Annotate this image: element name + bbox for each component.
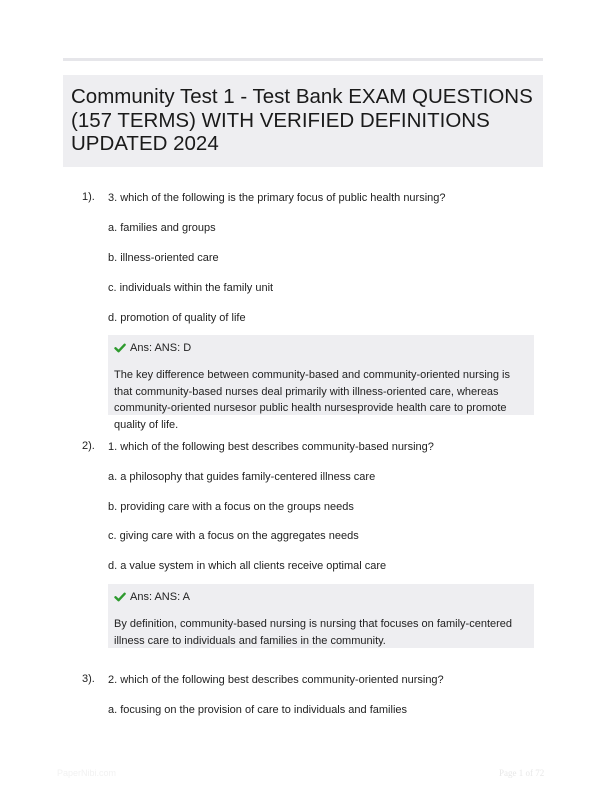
footer-watermark: PaperNibi.com [57,768,117,778]
option-b: b. providing care with a focus on the groups needs [108,501,354,513]
option-a: a. focusing on the provision of care to individuals and families [108,704,408,716]
option-d: d. a value system in which all clients receive optimal care [108,560,387,572]
question-number: 2). [82,440,95,452]
option-c: c. giving care with a focus on the aggregates needs [108,530,359,542]
answer-explanation: The key difference between community-based and community-oriented nursing is that community-based nurses deal primarily with illness-oriented care, whereas community-oriented nursesor public health nursesprovide health care to promote quality of life. [114,369,510,431]
answer-line [114,590,528,604]
answer-line [114,341,528,355]
answer-panel [108,335,534,431]
question-text: 1. which of the following best describes community-based nursing? [108,441,434,453]
answer-text: Ans: ANS: A [130,591,190,603]
option-b: b. illness-oriented care [108,252,219,264]
option-a: a. a philosophy that guides family-centered illness care [108,471,376,483]
question-number: 3). [82,673,95,685]
answer-text: Ans: ANS: D [130,342,192,354]
question-text: 3. which of the following is the primary focus of public health nursing? [108,192,446,204]
option-d: d. promotion of quality of life [108,312,246,324]
page-number: Page 1 of 72 [499,768,545,778]
top-divider [63,58,543,61]
check-icon [114,591,126,603]
question-number: 1). [82,191,95,203]
answer-panel [108,584,534,648]
option-a: a. families and groups [108,222,216,234]
answer-explanation: By definition, community-based nursing is nursing that focuses on family-centered illness care to individuals and families in the community. [114,618,513,647]
check-icon [114,342,126,354]
option-c: c. individuals within the family unit [108,282,274,294]
title-panel [63,75,543,167]
page-title: Community Test 1 - Test Bank EXAM QUESTIONS (157 TERMS) WITH VERIFIED DEFINITIONS UPDATED 2024 [71,85,533,155]
question-text: 2. which of the following best describes community-oriented nursing? [108,674,444,686]
